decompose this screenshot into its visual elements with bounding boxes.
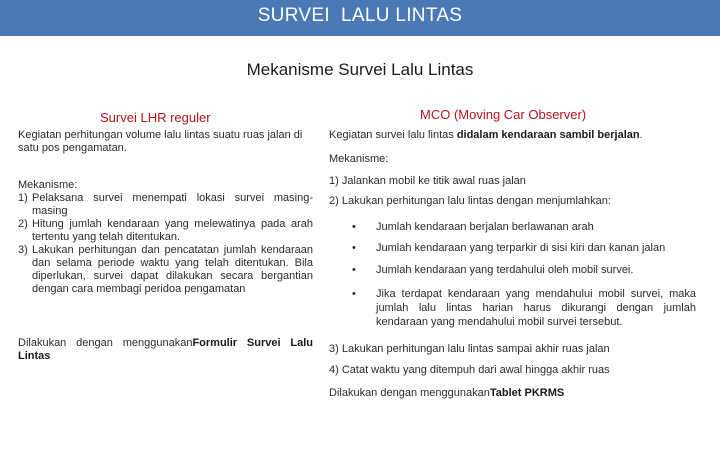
bullet-dot-icon: • [352,242,356,254]
right-column-heading: MCO (Moving Car Observer) [420,107,587,122]
right-bullet-text: Jumlah kendaraan yang terdahului oleh mobil survei. [376,264,634,276]
right-tool-line [329,387,564,400]
right-bullet-text: Jumlah kendaraan yang terparkir di sisi kiri dan kanan jalan [376,242,666,254]
right-intro [329,129,709,142]
left-list-item [18,244,313,296]
left-item-number: 1) [18,192,28,204]
bullet-dot-icon: • [352,221,356,233]
left-item-number: 3) [18,244,28,256]
slide-title: SURVEI LALU LINTAS [257,5,463,26]
title-bar [0,0,720,36]
right-bullet-text: Jika terdapat kendaraan yang mendahului mobil survei, maka jumlah lalu lintas harian harus dikurangi dengan jumlah kendaraan yang mendahului mobil survei tersebut. [376,288,696,328]
right-bullet-text: Jumlah kendaraan berjalan berlawanan arah [376,221,594,233]
left-list-item [18,218,313,244]
right-step-1: 1) Jalankan mobil ke titik awal ruas jalan [329,175,526,187]
left-item-text: Lakukan perhitungan dan pencatatan jumlah kendaraan dan selama periode waktu yang telah ditentukan. Bila diperlukan, survei dapat dilakukan secara bergantian dengan cara membagi peridoa pengamatan [32,244,313,295]
right-step-2: 2) Lakukan perhitungan lalu lintas dengan menjumlahkan: [329,195,611,207]
bullet-dot-icon: • [352,288,356,300]
left-tool-name: Formulir Survei Lalu Lintas [18,337,313,362]
left-item-text: Pelaksana survei menempati lokasi survei masing-masing [32,192,313,217]
left-list-item [18,192,313,218]
left-column-heading: Survei LHR reguler [100,110,211,125]
right-step-4: 4) Catat waktu yang ditempuh dari awal hingga akhir ruas [329,364,610,376]
left-item-text: Hitung jumlah kendaraan yang melewatinya pada arah tertentu yang telah ditentukan. [32,218,313,243]
right-step-3: 3) Lakukan perhitungan lalu lintas sampai akhir ruas jalan [329,343,610,355]
left-mekanisme-label: Mekanisme: [18,179,78,191]
right-intro-suffix: . [639,129,643,141]
left-tool-prefix: Dilakukan dengan menggunakan [18,337,193,349]
right-tool-prefix: Dilakukan dengan menggunakan [329,387,490,399]
page-subtitle: Mekanisme Survei Lalu Lintas [246,60,474,79]
right-mekanisme-label: Mekanisme: [329,153,389,165]
right-intro-bold: didalam kendaraan sambil berjalan [456,129,640,141]
right-intro-prefix: Kegiatan survei lalu lintas [329,129,454,141]
left-tool-line [18,337,313,363]
right-tool-name: Tablet PKRMS [489,387,565,399]
left-mekanisme-section [18,179,313,296]
left-intro: Kegiatan perhitungan volume lalu lintas suatu ruas jalan di satu pos pengamatan. [18,129,303,154]
left-item-number: 2) [18,218,28,230]
bullet-dot-icon: • [352,264,356,276]
